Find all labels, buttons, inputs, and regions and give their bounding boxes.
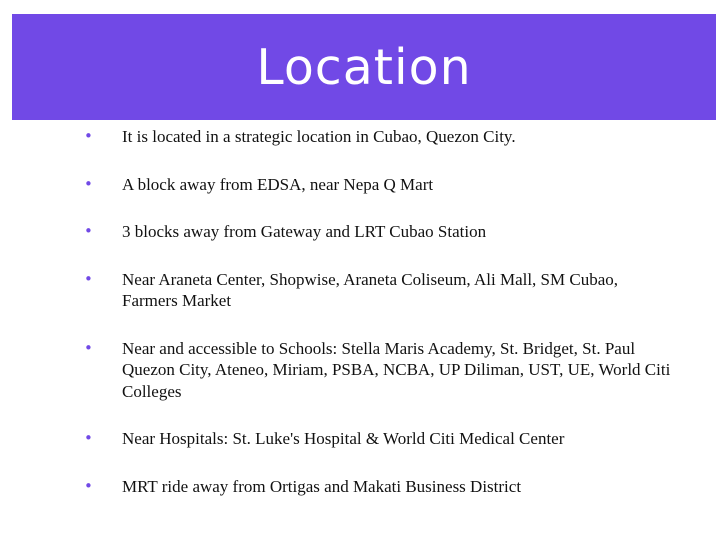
bullet-icon: • — [84, 174, 93, 193]
bullet-item — [84, 338, 674, 403]
bullet-text: Near Araneta Center, Shopwise, Araneta Coliseum, Ali Mall, SM Cubao, Farmers Market — [122, 269, 619, 310]
bullet-text: 3 blocks away from Gateway and LRT Cubao Station — [122, 222, 487, 241]
bullet-list — [84, 126, 674, 523]
bullet-item — [84, 476, 674, 498]
bullet-text: MRT ride away from Ortigas and Makati Business District — [122, 476, 522, 496]
bullet-item — [84, 269, 674, 312]
bullet-text: Near and accessible to Schools: Stella Maris Academy, St. Bridget, St. Paul Quezon City, Ateneo, Miriam, PSBA, NCBA, UP Diliman, UST, UE, World Citi Colleges — [122, 338, 671, 401]
bullet-icon: • — [84, 269, 93, 288]
bullet-text: A block away from EDSA, near Nepa Q Mart — [122, 174, 434, 194]
slide-title: Location — [256, 38, 472, 96]
bullet-text: It is located in a strategic location in Cubao, Quezon City. — [122, 127, 516, 146]
bullet-icon: • — [84, 222, 93, 240]
bullet-icon: • — [84, 127, 93, 145]
title-bar — [12, 14, 716, 120]
bullet-icon: • — [84, 476, 93, 495]
bullet-icon: • — [84, 338, 93, 357]
bullet-text: Near Hospitals: St. Luke's Hospital & World Citi Medical Center — [122, 429, 565, 448]
bullet-item — [84, 428, 674, 450]
bullet-item — [84, 221, 674, 243]
bullet-item — [84, 174, 674, 196]
bullet-icon: • — [84, 429, 93, 447]
bullet-item — [84, 126, 674, 148]
